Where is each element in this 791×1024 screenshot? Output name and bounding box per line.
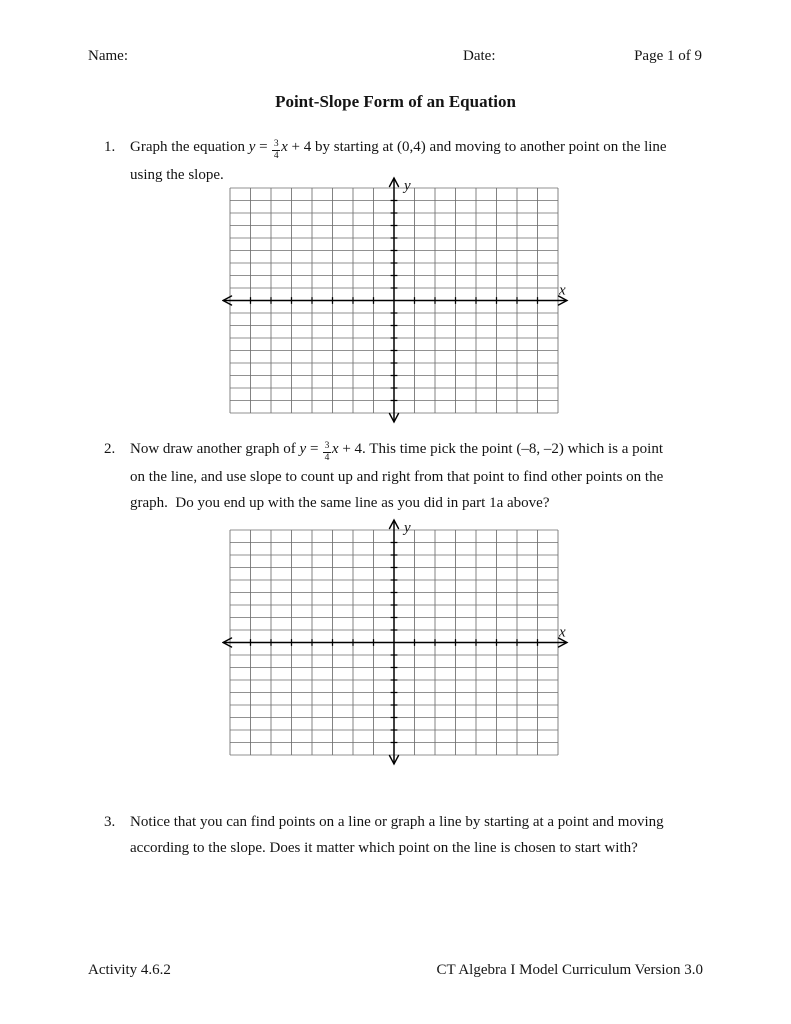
math-variable: y: [299, 441, 307, 457]
math-variable: x: [281, 139, 288, 155]
text-line: graph. Do you end up with the same line as you did in part 1a above?: [130, 494, 550, 511]
text-line: on the line, and use slope to count up and right from that point to find other points on the: [130, 468, 664, 485]
y-axis-label: y: [404, 520, 411, 536]
problem-2-number: 2.: [104, 441, 116, 457]
document-title: Point-Slope Form of an Equation: [275, 92, 516, 111]
math-variable: y: [248, 139, 256, 155]
math-variable: x: [331, 441, 339, 457]
problem-2: [104, 436, 720, 516]
date-label: Date:: [463, 48, 496, 64]
text-line: Notice that you can find points on a line or graph a line by starting at a point and moving: [130, 814, 664, 830]
x-axis-label: x: [559, 282, 566, 299]
stacked-fraction: [272, 140, 280, 162]
fraction-numerator: 3: [272, 140, 280, 152]
text-line: Now draw another graph of y = $\frac{3}{4}$ x + 4. This time pick the point (–8, –2) which is a point: [130, 440, 663, 463]
coordinate-grid-1: [222, 176, 574, 424]
name-label: Name:: [88, 48, 128, 64]
page-number-label: Page 1 of 9: [634, 48, 702, 64]
page-footer: [88, 960, 703, 980]
coordinate-grid-svg: [222, 176, 574, 424]
coordinate-grid-svg: [222, 518, 574, 766]
problem-1-number: 1.: [104, 139, 116, 155]
fraction-numerator: 3: [323, 442, 331, 454]
fraction-denominator: 4: [324, 453, 330, 463]
coordinate-grid-2: [222, 518, 574, 766]
text-line: using the slope.: [130, 166, 224, 183]
problem-3-number: 3.: [104, 814, 116, 830]
fraction-denominator: 4: [273, 151, 279, 161]
problem-3-text: [130, 809, 720, 861]
stacked-fraction: [323, 442, 331, 464]
footer-curriculum-label: CT Algebra I Model Curriculum Version 3.0: [436, 962, 703, 978]
text-line: according to the slope. Does it matter which point on the line is chosen to start with?: [130, 840, 638, 856]
text-line: Graph the equation y = $\frac{3}{4}$ x + 4 by starting at (0,4) and moving to another point on the line: [130, 138, 667, 161]
problem-2-text: [130, 436, 720, 516]
y-axis-label: y: [404, 178, 411, 194]
footer-activity-label: Activity 4.6.2: [88, 962, 171, 978]
x-axis-label: x: [559, 624, 566, 641]
problem-3: [104, 809, 720, 861]
